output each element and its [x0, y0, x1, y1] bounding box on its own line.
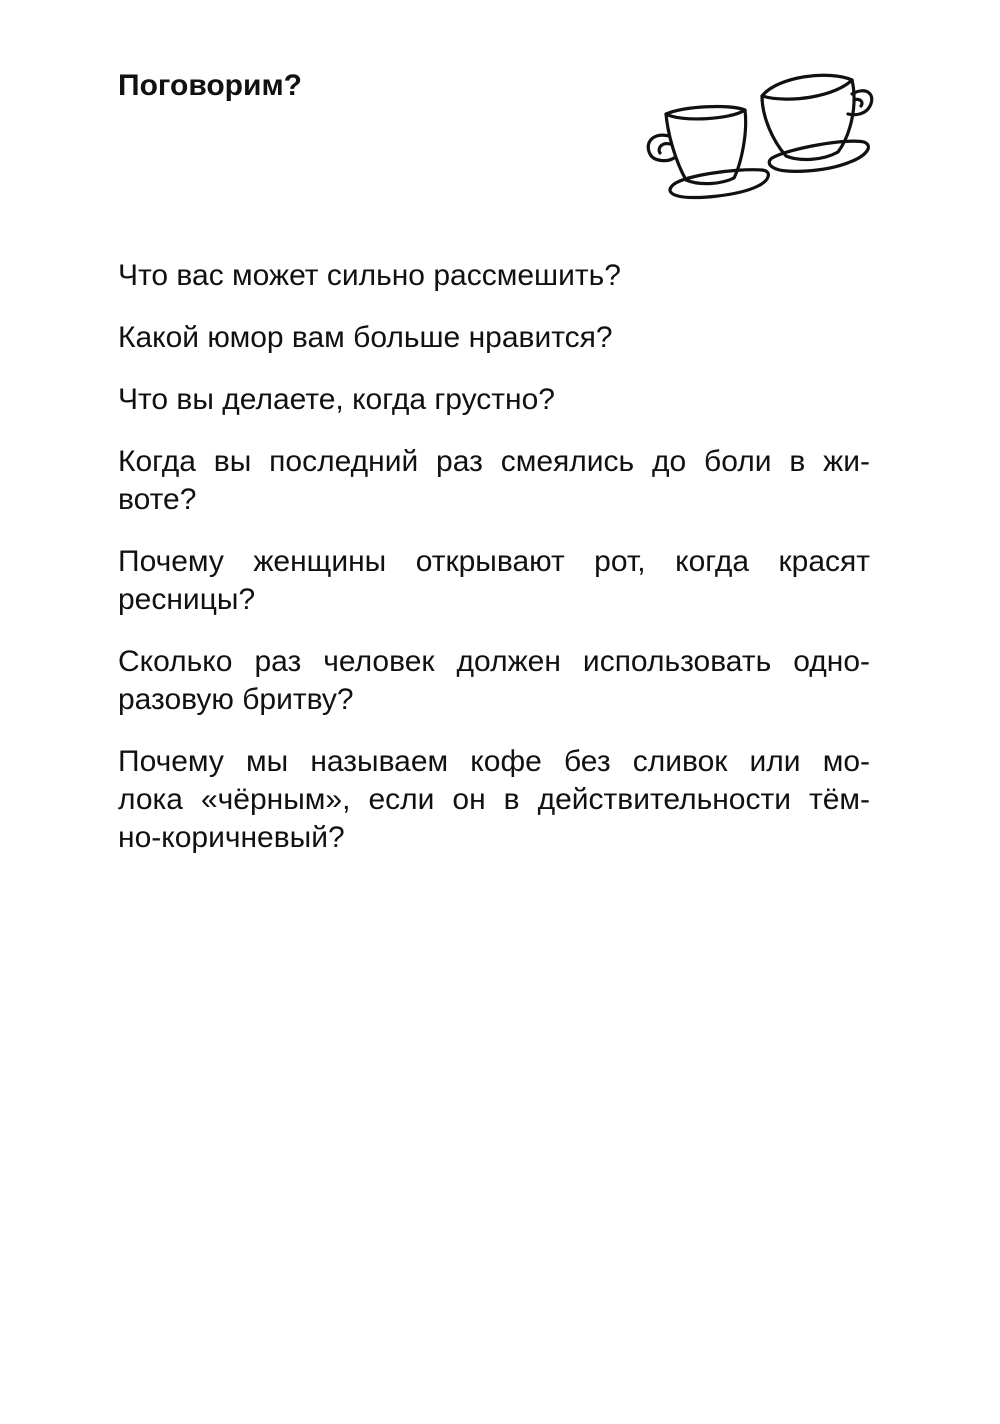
list-item [118, 257, 870, 295]
list-item [118, 543, 870, 619]
question-line: лока «чёрным», если он в действительности тём- [118, 783, 870, 816]
question-line: Что вас может сильно рассмешить? [118, 259, 621, 292]
question-line: Какой юмор вам больше нравится? [118, 321, 613, 354]
list-item [118, 743, 870, 857]
page-title: Поговорим? [118, 69, 302, 102]
question-list [118, 257, 870, 881]
question-line: Что вы делаете, когда грустно? [118, 383, 555, 416]
question-line: воте? [118, 483, 197, 516]
list-item [118, 381, 870, 419]
question-line: Когда вы последний раз смеялись до боли в жи- [118, 445, 870, 478]
question-line: ресницы? [118, 583, 256, 616]
question-line: но-коричневый? [118, 821, 345, 854]
question-line: Почему женщины открывают рот, когда красят [118, 545, 870, 578]
question-line: разовую бритву? [118, 683, 354, 716]
list-item [118, 643, 870, 719]
question-line: Почему мы называем кофе без сливок или мо- [118, 745, 870, 778]
list-item [118, 443, 870, 519]
two-coffee-cups-icon [640, 66, 880, 211]
question-line: Сколько раз человек должен использовать одно- [118, 645, 870, 678]
list-item [118, 319, 870, 357]
